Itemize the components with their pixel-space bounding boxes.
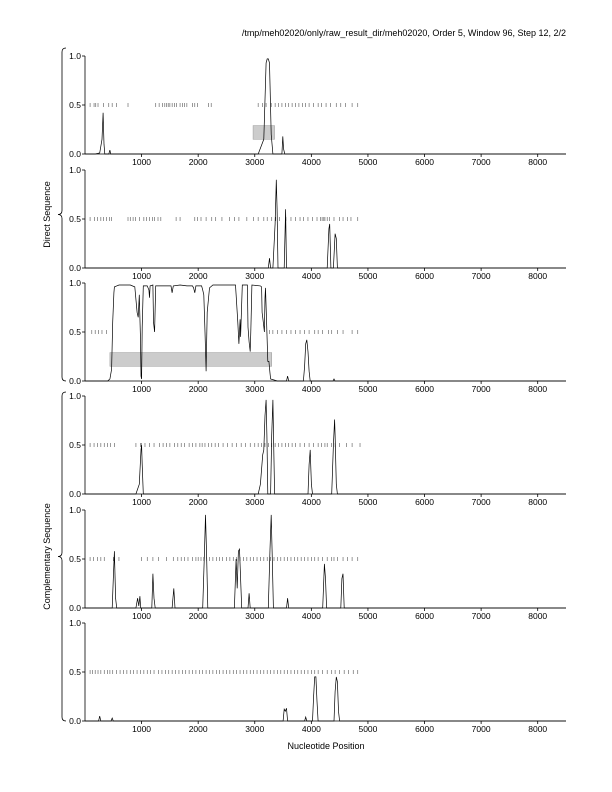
complementary-group-bracket bbox=[58, 392, 66, 721]
y-tick-label: 0.0 bbox=[69, 263, 81, 273]
x-tick-label: 5000 bbox=[358, 384, 378, 394]
series-line bbox=[85, 180, 566, 268]
x-tick-label: 5000 bbox=[358, 157, 378, 167]
x-tick-label: 3000 bbox=[245, 724, 265, 734]
y-tick-label: 1.0 bbox=[69, 505, 81, 515]
series-line bbox=[85, 59, 566, 154]
x-tick-label: 7000 bbox=[471, 611, 491, 621]
x-tick-label: 7000 bbox=[471, 271, 491, 281]
x-tick-label: 6000 bbox=[415, 497, 434, 507]
panel-2 bbox=[69, 165, 566, 281]
y-tick-label: 1.0 bbox=[69, 165, 81, 175]
x-tick-label: 6000 bbox=[415, 724, 434, 734]
x-tick-label: 4000 bbox=[301, 271, 321, 281]
x-tick-label: 4000 bbox=[301, 497, 321, 507]
x-tick-label: 1000 bbox=[132, 497, 152, 507]
x-tick-label: 6000 bbox=[415, 271, 434, 281]
x-tick-label: 5000 bbox=[358, 611, 378, 621]
x-tick-label: 1000 bbox=[132, 724, 152, 734]
x-tick-label: 7000 bbox=[471, 384, 491, 394]
x-tick-label: 2000 bbox=[188, 271, 208, 281]
panel-5 bbox=[69, 505, 566, 621]
x-tick-label: 3000 bbox=[245, 384, 265, 394]
panel-1 bbox=[69, 51, 566, 167]
x-tick-label: 8000 bbox=[528, 611, 548, 621]
x-tick-label: 7000 bbox=[471, 724, 491, 734]
series-line bbox=[85, 400, 566, 494]
y-tick-label: 0.0 bbox=[69, 603, 81, 613]
direct-group-bracket bbox=[58, 48, 66, 381]
complementary-group-label: Complementary Sequence bbox=[42, 503, 52, 610]
x-tick-label: 4000 bbox=[301, 611, 321, 621]
panel-4 bbox=[69, 391, 566, 507]
x-tick-label: 8000 bbox=[528, 497, 548, 507]
y-tick-label: 1.0 bbox=[69, 278, 81, 288]
x-tick-label: 6000 bbox=[415, 611, 434, 621]
x-tick-label: 2000 bbox=[188, 724, 208, 734]
x-tick-label: 4000 bbox=[301, 157, 321, 167]
x-tick-label: 7000 bbox=[471, 497, 491, 507]
y-tick-label: 0.0 bbox=[69, 716, 81, 726]
y-tick-label: 0.5 bbox=[69, 214, 81, 224]
x-tick-label: 5000 bbox=[358, 724, 378, 734]
x-tick-label: 1000 bbox=[132, 611, 152, 621]
x-tick-label: 5000 bbox=[358, 271, 378, 281]
series-line bbox=[85, 677, 566, 721]
x-tick-label: 7000 bbox=[471, 157, 491, 167]
x-tick-label: 3000 bbox=[245, 157, 265, 167]
x-tick-label: 2000 bbox=[188, 611, 208, 621]
x-tick-label: 4000 bbox=[301, 724, 321, 734]
x-tick-label: 2000 bbox=[188, 157, 208, 167]
x-tick-label: 4000 bbox=[301, 384, 321, 394]
y-tick-label: 0.5 bbox=[69, 667, 81, 677]
x-axis-label: Nucleotide Position bbox=[287, 741, 365, 751]
y-tick-label: 0.0 bbox=[69, 376, 81, 386]
header-path-text: /tmp/meh02020/only/raw_result_dir/meh02020, Order 5, Window 96, Step 12, 2/2 bbox=[241, 28, 566, 38]
panel-3 bbox=[69, 278, 566, 394]
x-tick-label: 8000 bbox=[528, 724, 548, 734]
x-tick-label: 3000 bbox=[245, 497, 265, 507]
x-tick-label: 3000 bbox=[245, 611, 265, 621]
x-tick-label: 1000 bbox=[132, 384, 152, 394]
y-tick-label: 0.5 bbox=[69, 440, 81, 450]
x-tick-label: 8000 bbox=[528, 384, 548, 394]
x-tick-label: 3000 bbox=[245, 271, 265, 281]
x-tick-label: 2000 bbox=[188, 497, 208, 507]
x-tick-label: 6000 bbox=[415, 384, 434, 394]
x-tick-label: 1000 bbox=[132, 157, 152, 167]
x-tick-label: 2000 bbox=[188, 384, 208, 394]
panel-band bbox=[110, 353, 272, 367]
y-tick-label: 0.5 bbox=[69, 554, 81, 564]
series-line bbox=[85, 515, 566, 608]
group-brackets bbox=[42, 48, 66, 721]
x-tick-label: 6000 bbox=[415, 157, 434, 167]
y-tick-label: 0.0 bbox=[69, 489, 81, 499]
x-tick-label: 8000 bbox=[528, 271, 548, 281]
panel-6 bbox=[69, 618, 566, 734]
x-tick-label: 5000 bbox=[358, 497, 378, 507]
series-line bbox=[85, 285, 566, 381]
x-tick-label: 8000 bbox=[528, 157, 548, 167]
panels-group bbox=[69, 51, 566, 734]
y-tick-label: 0.5 bbox=[69, 327, 81, 337]
y-tick-label: 0.0 bbox=[69, 149, 81, 159]
y-tick-label: 1.0 bbox=[69, 618, 81, 628]
direct-group-label: Direct Sequence bbox=[42, 181, 52, 248]
y-tick-label: 1.0 bbox=[69, 391, 81, 401]
y-tick-label: 1.0 bbox=[69, 51, 81, 61]
y-tick-label: 0.5 bbox=[69, 100, 81, 110]
x-tick-label: 1000 bbox=[132, 271, 152, 281]
